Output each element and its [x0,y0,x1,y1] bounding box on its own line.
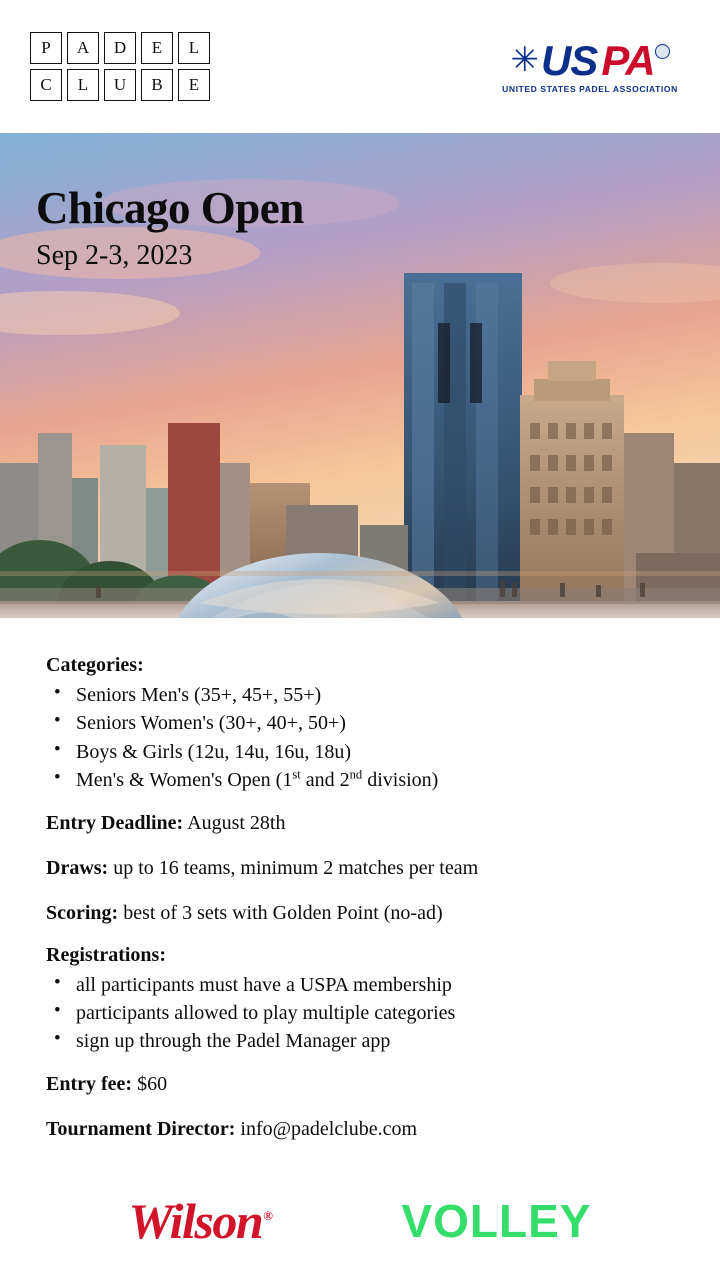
scoring-value: best of 3 sets with Golden Point (no-ad) [123,901,443,924]
draws-label: Draws: [46,856,109,879]
logo-letter: C [30,69,62,101]
sponsor-bar [0,1186,720,1256]
volley-logo: VOLLEY [401,1195,592,1247]
padel-club-logo [30,32,210,101]
wilson-logo: Wilson ® [129,1192,272,1250]
list-item-open-division: • Men's & Women's Open (1st and 2nd division) [46,766,674,794]
uspa-subtitle: UNITED STATES PADEL ASSOCIATION [502,83,678,94]
uspa-us-text: US [540,36,598,84]
logo-letter: B [141,69,173,101]
director-email[interactable]: info@padelclube.com [240,1117,418,1140]
list-item: • all participants must have a USPA membership [46,971,674,999]
logo-letter: P [30,32,62,64]
list-item: • Seniors Men's (35+, 45+, 55+) [46,681,674,709]
entry-deadline-row [46,809,674,837]
hero-image [0,133,720,618]
entry-fee-row [46,1070,674,1098]
entry-fee-label: Entry fee: [46,1072,133,1095]
logo-letter: D [104,32,136,64]
draws-value: up to 16 teams, minimum 2 matches per team [113,856,479,879]
categories-list [46,681,674,795]
logo-letter: E [178,69,210,101]
categories-block [46,654,674,795]
uspa-logo [490,32,690,102]
logo-letter: E [141,32,173,64]
list-item: • participants allowed to play multiple categories [46,999,674,1027]
list-item: • sign up through the Padel Manager app [46,1027,674,1055]
padel-ball-icon [655,44,670,59]
logo-row-padel [30,32,210,64]
hero-text-block [36,185,304,272]
scoring-label: Scoring: [46,901,119,924]
uspa-pa-text: PA [601,36,655,84]
entry-deadline-value: August 28th [187,811,286,834]
logo-letter: L [178,32,210,64]
director-row [46,1115,674,1143]
details-section [0,618,720,1143]
scoring-row [46,899,674,927]
list-item: • Boys & Girls (12u, 14u, 16u, 18u) [46,738,674,766]
logo-letter: L [67,69,99,101]
logo-letter: A [67,32,99,64]
entry-fee-value: $60 [137,1072,168,1095]
event-date: Sep 2-3, 2023 [36,240,193,272]
logo-row-clube [30,69,210,101]
categories-label: Categories: [46,654,144,676]
uspa-wordmark [510,36,669,84]
logo-letter: U [104,69,136,101]
director-label: Tournament Director: [46,1117,236,1140]
registrations-label: Registrations: [46,943,166,966]
header [0,0,720,133]
star-burst-icon: ✳ [510,41,539,79]
list-item: • Seniors Women's (30+, 40+, 50+) [46,709,674,737]
registrations-list [46,971,674,1056]
registrations-block [46,944,674,1056]
draws-row [46,854,674,882]
entry-deadline-label: Entry Deadline: [46,811,184,834]
page-title: Chicago Open [36,183,304,233]
